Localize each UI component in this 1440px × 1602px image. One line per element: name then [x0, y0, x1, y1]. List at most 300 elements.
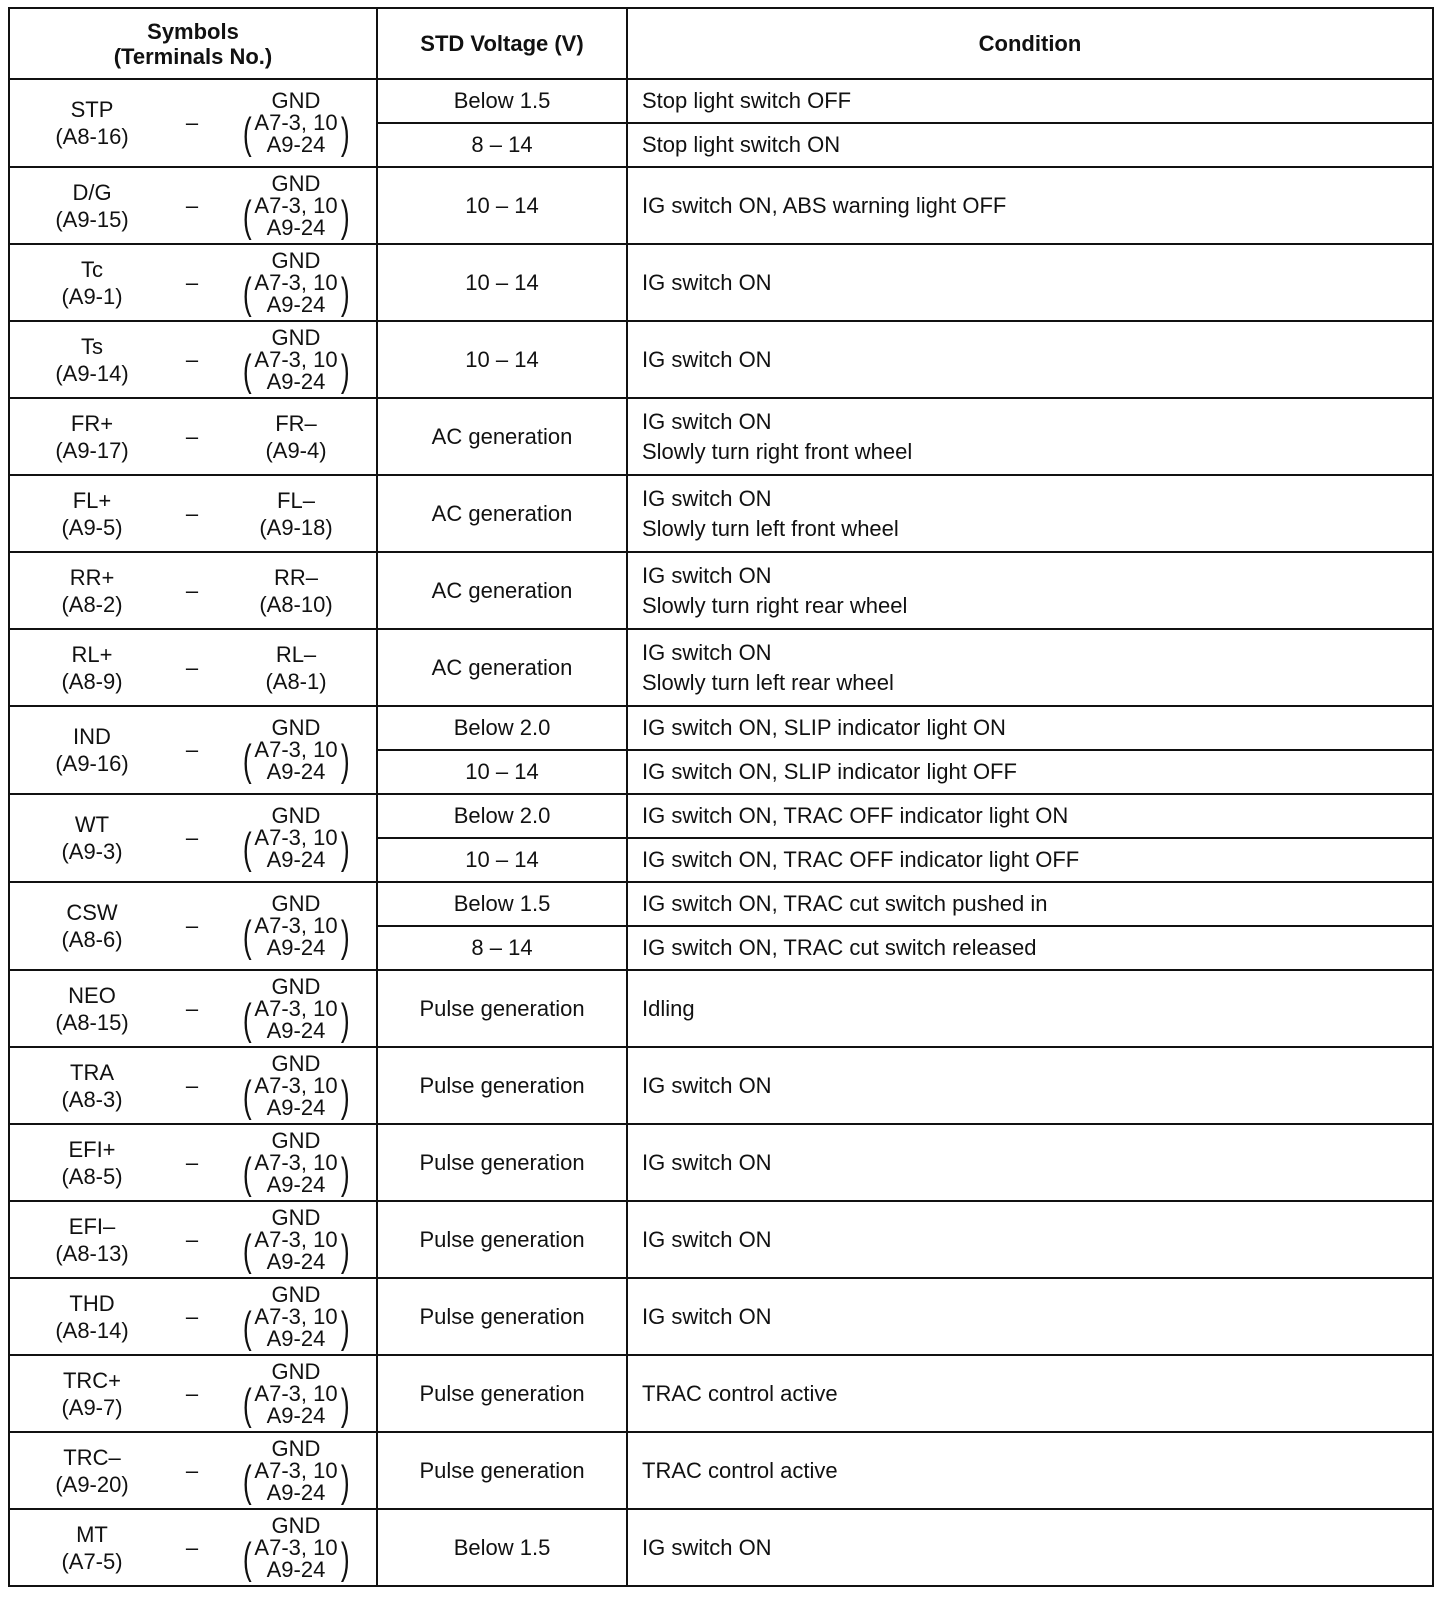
gnd-terminal-line2: A9-24	[266, 1556, 326, 1582]
condition-cell	[627, 794, 1433, 838]
dash-separator: –	[185, 825, 199, 850]
gnd-terminal-line1: A7-3, 10	[254, 737, 338, 762]
left-paren: (	[242, 191, 252, 241]
gnd-terminal-list	[254, 112, 337, 156]
condition-cell	[627, 706, 1433, 750]
signal-name: CSW	[66, 900, 118, 925]
condition-line: IG switch ON	[642, 1072, 772, 1098]
table-header-row	[9, 8, 1433, 79]
gnd-reference	[226, 1281, 366, 1352]
gnd-terminal-line2: A9-24	[266, 1171, 326, 1197]
reference-terminal: (A8-10)	[259, 591, 333, 617]
symbol-cell	[9, 882, 377, 970]
gnd-terminal-line2: A9-24	[266, 214, 326, 240]
condition-line: IG switch ON	[642, 562, 772, 588]
right-paren: )	[340, 1148, 350, 1198]
dash-separator: –	[185, 500, 199, 526]
signal-terminal: (A8-16)	[55, 124, 129, 149]
terminal-voltage-table-wrapper	[8, 7, 1434, 1587]
gnd-terminal-line2: A9-24	[266, 132, 326, 157]
gnd-terminal-list	[254, 1149, 338, 1197]
signal-name: THD	[69, 1290, 115, 1316]
condition-cell	[627, 838, 1433, 882]
right-paren: )	[340, 345, 350, 395]
reference-name: FL–	[277, 487, 315, 513]
gnd-terminal-line1: A7-3, 10	[254, 269, 338, 295]
symbol-cell	[9, 1124, 377, 1201]
signal-name: NEO	[68, 982, 116, 1008]
voltage-cell: Pulse generation	[377, 1278, 627, 1355]
right-paren: )	[340, 912, 350, 961]
reference-terminal: (A9-4)	[265, 437, 327, 463]
gnd-reference	[226, 805, 366, 871]
gnd-label: GND	[271, 1050, 321, 1076]
condition-cell	[627, 750, 1433, 794]
gnd-terminal-line1: A7-3, 10	[254, 1534, 338, 1560]
condition-cell	[627, 552, 1433, 629]
condition-cell	[627, 1509, 1433, 1586]
condition-cell	[627, 1278, 1433, 1355]
condition-cell	[627, 1047, 1433, 1124]
signal-terminal: (A8-13)	[55, 1240, 129, 1266]
header-symbols	[9, 8, 377, 79]
gnd-terminal-line1: A7-3, 10	[254, 1303, 338, 1329]
signal-symbol	[22, 641, 162, 695]
condition-cell	[627, 398, 1433, 475]
signal-name: RL+	[71, 641, 113, 667]
signal-terminal: (A9-1)	[61, 283, 123, 309]
dash-separator: –	[185, 110, 199, 135]
condition-line: TRAC control active	[642, 1457, 838, 1483]
gnd-label: GND	[271, 1512, 321, 1538]
left-paren: (	[242, 268, 252, 318]
table-row	[9, 629, 1433, 706]
dash-separator: –	[185, 577, 199, 603]
signal-terminal: (A9-5)	[61, 514, 123, 540]
signal-name: TRC–	[63, 1444, 121, 1470]
gnd-label: GND	[271, 247, 321, 273]
condition-line: Slowly turn right rear wheel	[642, 592, 908, 618]
gnd-terminal-list	[254, 192, 338, 240]
gnd-terminals	[226, 1302, 366, 1352]
signal-name: TRA	[70, 1059, 114, 1085]
gnd-terminal-line1: A7-3, 10	[254, 192, 338, 218]
voltage-cell: Pulse generation	[377, 1201, 627, 1278]
condition-line: Slowly turn right front wheel	[642, 438, 913, 464]
condition-cell	[627, 244, 1433, 321]
gnd-terminal-line2: A9-24	[266, 368, 326, 394]
header-symbols-line1: Symbols	[147, 18, 239, 44]
signal-name: RR+	[69, 564, 115, 590]
gnd-reference	[226, 1358, 366, 1429]
signal-terminal: (A9-17)	[55, 437, 129, 463]
gnd-terminal-line1: A7-3, 10	[254, 1380, 338, 1406]
gnd-terminals	[226, 994, 366, 1044]
symbol-cell	[9, 1047, 377, 1124]
gnd-terminal-list	[254, 1380, 338, 1428]
signal-name: Tc	[81, 256, 103, 282]
voltage-cell: 10 – 14	[377, 167, 627, 244]
table-row	[9, 244, 1433, 321]
condition-line: IG switch ON	[642, 1149, 772, 1175]
gnd-reference	[226, 170, 366, 241]
signal-symbol	[22, 1367, 162, 1421]
voltage-cell: Pulse generation	[377, 1124, 627, 1201]
gnd-label: GND	[271, 170, 321, 196]
voltage-cell: Pulse generation	[377, 1432, 627, 1509]
condition-cell	[627, 1124, 1433, 1201]
signal-name: STP	[70, 97, 114, 122]
signal-symbol	[22, 899, 162, 953]
table-row	[9, 398, 1433, 475]
gnd-terminal-line2: A9-24	[266, 291, 326, 317]
voltage-cell: Below 2.0	[377, 706, 627, 750]
signal-name: FL+	[72, 487, 112, 513]
table-row	[9, 321, 1433, 398]
reference-symbol	[226, 487, 366, 541]
signal-symbol	[22, 179, 162, 233]
signal-name: TRC+	[62, 1367, 122, 1393]
condition-line: IG switch ON, TRAC cut switch pushed in	[642, 891, 1048, 916]
signal-symbol	[22, 410, 162, 464]
symbol-cell	[9, 794, 377, 882]
table-row	[9, 475, 1433, 552]
gnd-terminals	[226, 268, 366, 318]
signal-name: EFI–	[68, 1213, 116, 1239]
condition-line: IG switch ON	[642, 1534, 772, 1560]
gnd-terminal-list	[254, 346, 338, 394]
condition-line: IG switch ON, SLIP indicator light ON	[642, 715, 1006, 740]
header-condition: Condition	[627, 8, 1433, 79]
voltage-cell: Below 1.5	[377, 882, 627, 926]
table-row	[9, 167, 1433, 244]
gnd-terminal-line2: A9-24	[266, 1479, 326, 1505]
gnd-terminals	[226, 1225, 366, 1275]
table-row	[9, 882, 1433, 926]
signal-terminal: (A7-5)	[61, 1548, 123, 1574]
gnd-terminals	[226, 1379, 366, 1429]
left-paren: (	[242, 736, 252, 785]
table-row	[9, 79, 1433, 123]
symbol-cell	[9, 1201, 377, 1278]
right-paren: )	[340, 994, 350, 1044]
header-voltage: STD Voltage (V)	[377, 8, 627, 79]
right-paren: )	[340, 1456, 350, 1506]
condition-cell	[627, 1355, 1433, 1432]
signal-symbol	[22, 982, 162, 1036]
left-paren: (	[242, 824, 252, 873]
gnd-label: GND	[271, 715, 321, 740]
signal-terminal: (A9-7)	[61, 1394, 123, 1420]
dash-separator: –	[185, 1226, 199, 1252]
gnd-terminals	[226, 1456, 366, 1506]
dash-separator: –	[185, 346, 199, 372]
voltage-cell: AC generation	[377, 552, 627, 629]
condition-cell	[627, 321, 1433, 398]
signal-symbol	[22, 1213, 162, 1267]
condition-line: IG switch ON, TRAC OFF indicator light OFF	[642, 847, 1080, 872]
condition-cell	[627, 1201, 1433, 1278]
condition-line: Stop light switch ON	[642, 132, 841, 157]
table-row	[9, 970, 1433, 1047]
gnd-terminal-line1: A7-3, 10	[254, 1457, 338, 1483]
right-paren: )	[340, 736, 350, 785]
signal-symbol	[22, 487, 162, 541]
left-paren: (	[242, 1456, 252, 1506]
gnd-label: GND	[271, 803, 321, 828]
symbol-cell	[9, 970, 377, 1047]
right-paren: )	[340, 109, 350, 158]
gnd-terminals	[226, 1533, 366, 1583]
left-paren: (	[242, 1071, 252, 1121]
right-paren: )	[340, 1071, 350, 1121]
table-row	[9, 1432, 1433, 1509]
condition-cell	[627, 167, 1433, 244]
condition-cell	[627, 1432, 1433, 1509]
gnd-label: GND	[271, 1435, 321, 1461]
gnd-terminal-line1: A7-3, 10	[254, 913, 338, 938]
gnd-label: GND	[271, 891, 321, 916]
gnd-terminal-list	[254, 739, 337, 783]
symbol-cell	[9, 1509, 377, 1586]
left-paren: (	[242, 994, 252, 1044]
gnd-terminal-line1: A7-3, 10	[254, 995, 338, 1021]
reference-name: FR–	[275, 410, 317, 436]
voltage-cell: 10 – 14	[377, 838, 627, 882]
condition-cell	[627, 629, 1433, 706]
gnd-reference	[226, 324, 366, 395]
right-paren: )	[340, 1379, 350, 1429]
symbol-cell	[9, 244, 377, 321]
signal-name: EFI+	[68, 1136, 116, 1162]
left-paren: (	[242, 1225, 252, 1275]
signal-symbol	[22, 723, 162, 777]
signal-symbol	[22, 1444, 162, 1498]
symbol-cell	[9, 1278, 377, 1355]
gnd-label: GND	[271, 973, 321, 999]
gnd-terminals	[226, 1148, 366, 1198]
left-paren: (	[242, 345, 252, 395]
gnd-terminal-list	[254, 827, 337, 871]
symbol-cell	[9, 79, 377, 167]
gnd-label: GND	[271, 1281, 321, 1307]
gnd-terminal-line1: A7-3, 10	[254, 1226, 338, 1252]
dash-separator: –	[185, 1534, 199, 1560]
table-row	[9, 1047, 1433, 1124]
signal-terminal: (A9-20)	[55, 1471, 129, 1497]
right-paren: )	[340, 1533, 350, 1583]
gnd-label: GND	[271, 1127, 321, 1153]
dash-separator: –	[185, 1380, 199, 1406]
signal-terminal: (A8-15)	[55, 1009, 129, 1035]
gnd-terminal-list	[254, 995, 338, 1043]
signal-symbol	[22, 811, 162, 865]
signal-terminal: (A8-5)	[61, 1163, 123, 1189]
left-paren: (	[242, 912, 252, 961]
reference-symbol	[226, 641, 366, 695]
symbol-cell	[9, 475, 377, 552]
condition-cell	[627, 882, 1433, 926]
symbol-cell	[9, 1432, 377, 1509]
gnd-terminal-line2: A9-24	[266, 1402, 326, 1428]
signal-name: MT	[76, 1521, 108, 1547]
signal-symbol	[22, 1136, 162, 1190]
gnd-label: GND	[271, 88, 321, 113]
gnd-terminal-list	[254, 1457, 338, 1505]
voltage-cell: 8 – 14	[377, 926, 627, 970]
signal-terminal: (A9-14)	[55, 360, 129, 386]
signal-terminal: (A9-15)	[55, 206, 129, 232]
right-paren: )	[340, 1302, 350, 1352]
gnd-terminal-line1: A7-3, 10	[254, 110, 338, 135]
condition-line: IG switch ON	[642, 346, 772, 372]
signal-symbol	[22, 256, 162, 310]
signal-terminal: (A8-2)	[61, 591, 123, 617]
voltage-cell: AC generation	[377, 629, 627, 706]
table-row	[9, 1124, 1433, 1201]
signal-symbol	[22, 1290, 162, 1344]
voltage-cell: AC generation	[377, 398, 627, 475]
gnd-terminal-line2: A9-24	[266, 1248, 326, 1274]
dash-separator: –	[185, 423, 199, 449]
table-row	[9, 552, 1433, 629]
symbol-cell	[9, 552, 377, 629]
gnd-terminal-line2: A9-24	[266, 935, 326, 960]
signal-name: Ts	[81, 333, 103, 359]
dash-separator: –	[185, 192, 199, 218]
condition-cell	[627, 79, 1433, 123]
gnd-terminal-list	[254, 1072, 338, 1120]
condition-line: IG switch ON	[642, 485, 772, 511]
signal-terminal: (A8-3)	[61, 1086, 123, 1112]
signal-terminal: (A8-9)	[61, 668, 123, 694]
gnd-terminals	[226, 912, 366, 961]
voltage-cell: 8 – 14	[377, 123, 627, 167]
gnd-reference	[226, 973, 366, 1044]
dash-separator: –	[185, 913, 199, 938]
condition-cell	[627, 926, 1433, 970]
table-row	[9, 794, 1433, 838]
gnd-terminal-list	[254, 1226, 338, 1274]
right-paren: )	[340, 1225, 350, 1275]
table-row	[9, 1201, 1433, 1278]
gnd-reference	[226, 90, 366, 156]
reference-symbol	[226, 564, 366, 618]
voltage-cell: Pulse generation	[377, 1355, 627, 1432]
gnd-terminal-list	[254, 915, 337, 959]
condition-line: IG switch ON	[642, 1226, 772, 1252]
left-paren: (	[242, 109, 252, 158]
voltage-cell: 10 – 14	[377, 321, 627, 398]
symbol-cell	[9, 321, 377, 398]
reference-terminal: (A9-18)	[259, 514, 333, 540]
gnd-reference	[226, 1435, 366, 1506]
symbol-cell	[9, 398, 377, 475]
gnd-terminal-list	[254, 1534, 338, 1582]
symbol-cell	[9, 1355, 377, 1432]
reference-symbol	[226, 410, 366, 464]
gnd-terminals	[226, 1071, 366, 1121]
signal-terminal: (A8-6)	[61, 927, 123, 952]
signal-symbol	[22, 333, 162, 387]
right-paren: )	[340, 824, 350, 873]
symbol-cell	[9, 167, 377, 244]
table-body	[9, 79, 1433, 1586]
right-paren: )	[340, 268, 350, 318]
condition-line: Stop light switch OFF	[642, 88, 852, 113]
voltage-cell: Pulse generation	[377, 1047, 627, 1124]
condition-line: IG switch ON	[642, 1303, 772, 1329]
signal-symbol	[22, 564, 162, 618]
gnd-terminal-line1: A7-3, 10	[254, 825, 338, 850]
gnd-terminal-line1: A7-3, 10	[254, 346, 338, 372]
voltage-cell: Below 2.0	[377, 794, 627, 838]
gnd-terminals	[226, 191, 366, 241]
dash-separator: –	[185, 737, 199, 762]
condition-line: IG switch ON, ABS warning light OFF	[642, 192, 1007, 218]
table-row	[9, 1355, 1433, 1432]
left-paren: (	[242, 1148, 252, 1198]
condition-line: IG switch ON, SLIP indicator light OFF	[642, 759, 1017, 784]
condition-cell	[627, 970, 1433, 1047]
left-paren: (	[242, 1379, 252, 1429]
voltage-cell: 10 – 14	[377, 750, 627, 794]
voltage-cell: AC generation	[377, 475, 627, 552]
condition-line: IG switch ON	[642, 639, 772, 665]
signal-name: D/G	[72, 179, 112, 205]
gnd-reference	[226, 1204, 366, 1275]
reference-name: RL–	[275, 641, 317, 667]
condition-cell	[627, 475, 1433, 552]
table-row	[9, 1278, 1433, 1355]
table-row	[9, 706, 1433, 750]
voltage-cell: Pulse generation	[377, 970, 627, 1047]
dash-separator: –	[185, 1457, 199, 1483]
gnd-terminals	[226, 736, 366, 785]
gnd-terminal-line2: A9-24	[266, 847, 326, 872]
voltage-cell: Below 1.5	[377, 79, 627, 123]
dash-separator: –	[185, 269, 199, 295]
header-symbols-line2: (Terminals No.)	[113, 43, 273, 69]
gnd-terminal-line2: A9-24	[266, 1017, 326, 1043]
left-paren: (	[242, 1302, 252, 1352]
gnd-terminal-line2: A9-24	[266, 1325, 326, 1351]
voltage-cell: Below 1.5	[377, 1509, 627, 1586]
gnd-reference	[226, 247, 366, 318]
symbol-cell	[9, 629, 377, 706]
left-paren: (	[242, 1533, 252, 1583]
gnd-terminal-list	[254, 269, 338, 317]
gnd-terminal-line1: A7-3, 10	[254, 1072, 338, 1098]
gnd-terminals	[226, 345, 366, 395]
right-paren: )	[340, 191, 350, 241]
signal-terminal: (A9-3)	[61, 839, 123, 864]
reference-terminal: (A8-1)	[265, 668, 327, 694]
dash-separator: –	[185, 654, 199, 680]
gnd-label: GND	[271, 1204, 321, 1230]
voltage-cell: 10 – 14	[377, 244, 627, 321]
condition-line: Slowly turn left rear wheel	[642, 669, 894, 695]
gnd-reference	[226, 1512, 366, 1583]
gnd-reference	[226, 1050, 366, 1121]
signal-symbol	[22, 96, 162, 150]
condition-line: IG switch ON	[642, 269, 772, 295]
reference-name: RR–	[273, 564, 318, 590]
gnd-label: GND	[271, 324, 321, 350]
signal-terminal: (A8-14)	[55, 1317, 129, 1343]
dash-separator: –	[185, 1149, 199, 1175]
signal-symbol	[22, 1521, 162, 1575]
